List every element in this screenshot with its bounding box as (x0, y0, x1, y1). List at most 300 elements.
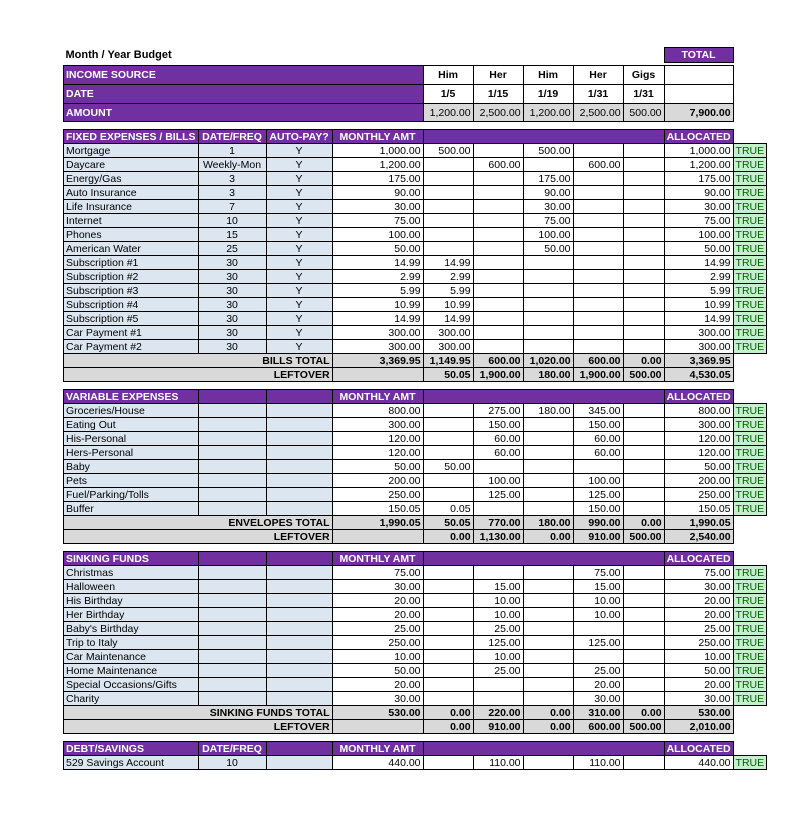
section-leftover-paycheck: 0.00 (523, 720, 573, 734)
expense-paycheck-amt: 600.00 (573, 158, 623, 172)
section-autopay-header (266, 552, 332, 566)
expense-autopay (266, 580, 332, 594)
expense-paycheck-amt (573, 622, 623, 636)
expense-paycheck-amt (473, 270, 523, 284)
gap-cell (64, 122, 767, 130)
expense-paycheck-amt: 125.00 (473, 488, 523, 502)
margin-cell (733, 48, 767, 63)
expense-paycheck-amt (473, 186, 523, 200)
section-datefreq-header (198, 390, 266, 404)
expense-paycheck-amt: 2.99 (423, 270, 473, 284)
expense-datefreq: 30 (198, 256, 266, 270)
expense-monthly-amt: 10.99 (332, 298, 423, 312)
expense-paycheck-amt (573, 650, 623, 664)
section-total-monthly: 1,990.05 (332, 516, 423, 530)
allocated-flag: TRUE (733, 474, 767, 488)
expense-paycheck-amt (473, 242, 523, 256)
expense-datefreq: Weekly-Mon (198, 158, 266, 172)
expense-paycheck-amt: 180.00 (523, 404, 573, 418)
expense-allocated-amt: 30.00 (664, 580, 733, 594)
expense-paycheck-amt (423, 158, 473, 172)
budget-grid-body (64, 48, 767, 770)
expense-autopay: Y (266, 242, 332, 256)
expense-name: Car Payment #1 (64, 326, 199, 340)
allocated-flag: TRUE (733, 284, 767, 298)
expense-paycheck-amt (623, 404, 664, 418)
expense-paycheck-amt (523, 580, 573, 594)
expense-name: Fuel/Parking/Tolls (64, 488, 199, 502)
expense-paycheck-amt (473, 566, 523, 580)
allocated-flag: TRUE (733, 446, 767, 460)
expense-paycheck-amt (523, 460, 573, 474)
expense-paycheck-amt (623, 158, 664, 172)
expense-monthly-amt: 30.00 (332, 692, 423, 706)
expense-datefreq: 1 (198, 144, 266, 158)
section-total-paycheck: 600.00 (573, 354, 623, 368)
expense-paycheck-amt: 150.00 (573, 502, 623, 516)
section-total-row (64, 706, 767, 720)
expense-paycheck-amt (523, 158, 573, 172)
expense-paycheck-amt (423, 474, 473, 488)
margin-cell (733, 552, 767, 566)
section-gap-row (64, 382, 767, 390)
expense-paycheck-amt (423, 214, 473, 228)
expense-datefreq (198, 446, 266, 460)
expense-paycheck-amt (423, 172, 473, 186)
expense-row (64, 418, 767, 432)
expense-paycheck-amt (473, 200, 523, 214)
expense-name: Subscription #3 (64, 284, 199, 298)
expense-datefreq (198, 580, 266, 594)
expense-paycheck-amt (523, 284, 573, 298)
expense-allocated-amt: 20.00 (664, 608, 733, 622)
expense-monthly-amt: 1,200.00 (332, 158, 423, 172)
expense-paycheck-amt (423, 678, 473, 692)
expense-paycheck-amt (623, 228, 664, 242)
expense-paycheck-amt (473, 228, 523, 242)
section-total-label: ENVELOPES TOTAL (64, 516, 333, 530)
expense-paycheck-amt (623, 678, 664, 692)
section-total-label: BILLS TOTAL (64, 354, 333, 368)
section-leftover-allocated: 2,540.00 (664, 530, 733, 544)
expense-datefreq (198, 650, 266, 664)
section-header-blank-cell (423, 742, 664, 756)
margin-cell (733, 130, 767, 144)
expense-paycheck-amt: 100.00 (573, 474, 623, 488)
expense-paycheck-amt (623, 242, 664, 256)
expense-datefreq: 3 (198, 172, 266, 186)
section-leftover-paycheck: 1,130.00 (473, 530, 523, 544)
expense-name: Subscription #1 (64, 256, 199, 270)
section-datefreq-header: DATE/FREQ (198, 130, 266, 144)
income-earner-header: Her (473, 66, 523, 85)
expense-row (64, 446, 767, 460)
expense-name: Baby's Birthday (64, 622, 199, 636)
expense-paycheck-amt (473, 214, 523, 228)
expense-row (64, 312, 767, 326)
expense-monthly-amt: 20.00 (332, 678, 423, 692)
income-total-blank-cell (664, 66, 733, 85)
gap-cell (64, 382, 767, 390)
allocated-flag: TRUE (733, 214, 767, 228)
income-date-value: 1/5 (423, 85, 473, 104)
section-total-allocated: 3,369.95 (664, 354, 733, 368)
section-allocated-header: ALLOCATED (664, 130, 733, 144)
allocated-flag: TRUE (733, 636, 767, 650)
expense-paycheck-amt: 345.00 (573, 404, 623, 418)
expense-paycheck-amt (573, 284, 623, 298)
expense-paycheck-amt: 25.00 (473, 664, 523, 678)
expense-paycheck-amt (623, 256, 664, 270)
expense-paycheck-amt: 500.00 (423, 144, 473, 158)
income-earner-header: Him (523, 66, 573, 85)
allocated-flag: TRUE (733, 460, 767, 474)
expense-monthly-amt: 175.00 (332, 172, 423, 186)
expense-paycheck-amt (423, 186, 473, 200)
expense-datefreq (198, 664, 266, 678)
expense-row (64, 474, 767, 488)
expense-paycheck-amt (523, 326, 573, 340)
section-header-blank-cell (423, 130, 664, 144)
expense-paycheck-amt: 15.00 (473, 580, 523, 594)
expense-paycheck-amt (623, 186, 664, 200)
expense-paycheck-amt (623, 432, 664, 446)
expense-allocated-amt: 25.00 (664, 622, 733, 636)
expense-monthly-amt: 440.00 (332, 756, 423, 770)
expense-row (64, 432, 767, 446)
margin-cell (733, 368, 767, 382)
income-date-row (64, 85, 767, 104)
expense-monthly-amt: 250.00 (332, 488, 423, 502)
income-amount-value: 2,500.00 (473, 104, 523, 122)
allocated-flag: TRUE (733, 594, 767, 608)
expense-name: Subscription #4 (64, 298, 199, 312)
expense-paycheck-amt (423, 404, 473, 418)
expense-paycheck-amt: 175.00 (523, 172, 573, 186)
expense-paycheck-amt (523, 636, 573, 650)
expense-name: Hers-Personal (64, 446, 199, 460)
expense-allocated-amt: 1,000.00 (664, 144, 733, 158)
expense-autopay (266, 446, 332, 460)
expense-paycheck-amt (523, 692, 573, 706)
section-leftover-paycheck: 910.00 (573, 530, 623, 544)
expense-row (64, 326, 767, 340)
expense-monthly-amt: 50.00 (332, 460, 423, 474)
expense-row (64, 678, 767, 692)
expense-datefreq: 10 (198, 214, 266, 228)
expense-row (64, 242, 767, 256)
section-leftover-monthly (332, 368, 423, 382)
expense-allocated-amt: 50.00 (664, 242, 733, 256)
expense-paycheck-amt: 125.00 (473, 636, 523, 650)
section-total-paycheck: 1,020.00 (523, 354, 573, 368)
expense-name: Life Insurance (64, 200, 199, 214)
gap-cell (64, 734, 767, 742)
expense-name: Halloween (64, 580, 199, 594)
expense-paycheck-amt (623, 474, 664, 488)
gap-cell (64, 544, 767, 552)
margin-cell (733, 354, 767, 368)
allocated-flag: TRUE (733, 158, 767, 172)
section-title: FIXED EXPENSES / BILLS (64, 130, 199, 144)
section-leftover-paycheck: 0.00 (523, 530, 573, 544)
expense-paycheck-amt: 10.99 (423, 298, 473, 312)
expense-monthly-amt: 100.00 (332, 228, 423, 242)
expense-paycheck-amt (523, 312, 573, 326)
expense-name: Subscription #2 (64, 270, 199, 284)
expense-allocated-amt: 150.05 (664, 502, 733, 516)
expense-name: Internet (64, 214, 199, 228)
expense-paycheck-amt: 14.99 (423, 312, 473, 326)
expense-name: Baby (64, 460, 199, 474)
expense-monthly-amt: 50.00 (332, 664, 423, 678)
expense-monthly-amt: 20.00 (332, 608, 423, 622)
expense-name: His Birthday (64, 594, 199, 608)
expense-datefreq: 30 (198, 270, 266, 284)
expense-paycheck-amt (573, 228, 623, 242)
allocated-flag: TRUE (733, 298, 767, 312)
expense-autopay (266, 650, 332, 664)
section-header-row (64, 130, 767, 144)
expense-paycheck-amt: 30.00 (573, 692, 623, 706)
section-total-paycheck: 990.00 (573, 516, 623, 530)
income-amount-row (64, 104, 767, 122)
total-header-cell: TOTAL (664, 48, 733, 63)
expense-row (64, 664, 767, 678)
allocated-flag: TRUE (733, 144, 767, 158)
expense-row (64, 340, 767, 354)
expense-paycheck-amt: 100.00 (473, 474, 523, 488)
allocated-flag: TRUE (733, 622, 767, 636)
expense-paycheck-amt (473, 340, 523, 354)
expense-paycheck-amt (423, 446, 473, 460)
expense-row (64, 622, 767, 636)
expense-autopay (266, 566, 332, 580)
expense-datefreq: 30 (198, 312, 266, 326)
expense-datefreq: 30 (198, 298, 266, 312)
expense-allocated-amt: 10.99 (664, 298, 733, 312)
expense-paycheck-amt: 150.00 (573, 418, 623, 432)
expense-allocated-amt: 14.99 (664, 256, 733, 270)
income-earner-header: Gigs (623, 66, 664, 85)
section-leftover-monthly (332, 530, 423, 544)
expense-paycheck-amt (623, 446, 664, 460)
section-total-paycheck: 770.00 (473, 516, 523, 530)
section-leftover-monthly (332, 720, 423, 734)
sheet-title: Month / Year Budget (65, 49, 172, 61)
allocated-flag: TRUE (733, 312, 767, 326)
expense-autopay (266, 594, 332, 608)
expense-datefreq (198, 636, 266, 650)
expense-monthly-amt: 30.00 (332, 200, 423, 214)
expense-paycheck-amt (623, 692, 664, 706)
expense-allocated-amt: 14.99 (664, 312, 733, 326)
expense-paycheck-amt (473, 284, 523, 298)
allocated-flag: TRUE (733, 270, 767, 284)
expense-paycheck-amt (623, 580, 664, 594)
expense-datefreq: 15 (198, 228, 266, 242)
expense-datefreq (198, 474, 266, 488)
expense-name: Car Maintenance (64, 650, 199, 664)
expense-paycheck-amt (573, 312, 623, 326)
expense-paycheck-amt (423, 756, 473, 770)
expense-name: Her Birthday (64, 608, 199, 622)
expense-paycheck-amt (573, 214, 623, 228)
expense-paycheck-amt (573, 298, 623, 312)
title-row (64, 48, 767, 63)
expense-monthly-amt: 120.00 (332, 432, 423, 446)
expense-paycheck-amt (623, 284, 664, 298)
expense-paycheck-amt (473, 326, 523, 340)
expense-paycheck-amt (573, 242, 623, 256)
expense-paycheck-amt (423, 200, 473, 214)
expense-paycheck-amt: 60.00 (473, 432, 523, 446)
expense-paycheck-amt (523, 474, 573, 488)
expense-autopay (266, 678, 332, 692)
expense-paycheck-amt: 90.00 (523, 186, 573, 200)
expense-paycheck-amt: 500.00 (523, 144, 573, 158)
expense-allocated-amt: 75.00 (664, 566, 733, 580)
section-monthlyamt-header: MONTHLY AMT (332, 130, 423, 144)
allocated-flag: TRUE (733, 256, 767, 270)
expense-name: His-Personal (64, 432, 199, 446)
expense-row (64, 502, 767, 516)
expense-paycheck-amt (523, 756, 573, 770)
expense-paycheck-amt: 75.00 (523, 214, 573, 228)
expense-paycheck-amt: 110.00 (573, 756, 623, 770)
expense-paycheck-amt (623, 298, 664, 312)
expense-row (64, 214, 767, 228)
allocated-flag: TRUE (733, 340, 767, 354)
section-total-row (64, 516, 767, 530)
section-monthlyamt-header: MONTHLY AMT (332, 390, 423, 404)
margin-cell (733, 66, 767, 85)
expense-datefreq (198, 608, 266, 622)
allocated-flag: TRUE (733, 488, 767, 502)
expense-monthly-amt: 250.00 (332, 636, 423, 650)
expense-allocated-amt: 20.00 (664, 594, 733, 608)
expense-paycheck-amt: 15.00 (573, 580, 623, 594)
expense-allocated-amt: 300.00 (664, 326, 733, 340)
expense-autopay (266, 474, 332, 488)
expense-paycheck-amt (573, 326, 623, 340)
section-datefreq-header: DATE/FREQ (198, 742, 266, 756)
expense-paycheck-amt: 60.00 (473, 446, 523, 460)
expense-paycheck-amt: 0.05 (423, 502, 473, 516)
section-monthlyamt-header: MONTHLY AMT (332, 552, 423, 566)
expense-paycheck-amt (623, 650, 664, 664)
expense-paycheck-amt: 50.00 (423, 460, 473, 474)
expense-monthly-amt: 30.00 (332, 580, 423, 594)
income-earner-header: Him (423, 66, 473, 85)
section-leftover-row (64, 530, 767, 544)
expense-paycheck-amt (473, 256, 523, 270)
expense-row (64, 200, 767, 214)
section-total-paycheck: 220.00 (473, 706, 523, 720)
expense-datefreq: 30 (198, 340, 266, 354)
expense-row (64, 692, 767, 706)
expense-allocated-amt: 120.00 (664, 432, 733, 446)
expense-autopay (266, 622, 332, 636)
expense-monthly-amt: 90.00 (332, 186, 423, 200)
expense-paycheck-amt (473, 298, 523, 312)
expense-autopay (266, 404, 332, 418)
expense-paycheck-amt (623, 340, 664, 354)
expense-paycheck-amt: 150.00 (473, 418, 523, 432)
section-total-paycheck: 0.00 (523, 706, 573, 720)
expense-allocated-amt: 250.00 (664, 488, 733, 502)
expense-paycheck-amt (623, 636, 664, 650)
section-total-row (64, 354, 767, 368)
expense-paycheck-amt (523, 488, 573, 502)
section-total-label: SINKING FUNDS TOTAL (64, 706, 333, 720)
section-total-paycheck: 310.00 (573, 706, 623, 720)
allocated-flag: TRUE (733, 200, 767, 214)
section-title: VARIABLE EXPENSES (64, 390, 199, 404)
expense-monthly-amt: 75.00 (332, 566, 423, 580)
expense-paycheck-amt (623, 312, 664, 326)
section-allocated-header: ALLOCATED (664, 390, 733, 404)
expense-autopay (266, 664, 332, 678)
expense-row (64, 460, 767, 474)
margin-cell (733, 706, 767, 720)
expense-row (64, 636, 767, 650)
expense-paycheck-amt (523, 432, 573, 446)
section-total-paycheck: 50.05 (423, 516, 473, 530)
expense-paycheck-amt (523, 678, 573, 692)
section-total-paycheck: 600.00 (473, 354, 523, 368)
expense-name: Energy/Gas (64, 172, 199, 186)
expense-monthly-amt: 20.00 (332, 594, 423, 608)
expense-paycheck-amt (523, 270, 573, 284)
expense-row (64, 608, 767, 622)
expense-allocated-amt: 100.00 (664, 228, 733, 242)
section-total-allocated: 1,990.05 (664, 516, 733, 530)
expense-row (64, 172, 767, 186)
expense-allocated-amt: 20.00 (664, 678, 733, 692)
expense-autopay: Y (266, 158, 332, 172)
section-monthlyamt-header: MONTHLY AMT (332, 742, 423, 756)
section-title: SINKING FUNDS (64, 552, 199, 566)
expense-autopay: Y (266, 326, 332, 340)
expense-monthly-amt: 25.00 (332, 622, 423, 636)
expense-paycheck-amt (573, 144, 623, 158)
income-source-row (64, 66, 767, 85)
section-gap-row (64, 544, 767, 552)
expense-paycheck-amt: 60.00 (573, 446, 623, 460)
expense-paycheck-amt (423, 566, 473, 580)
expense-monthly-amt: 50.00 (332, 242, 423, 256)
margin-cell (733, 516, 767, 530)
expense-allocated-amt: 50.00 (664, 664, 733, 678)
expense-allocated-amt: 5.99 (664, 284, 733, 298)
expense-datefreq (198, 678, 266, 692)
expense-paycheck-amt: 10.00 (573, 608, 623, 622)
section-leftover-label: LEFTOVER (64, 720, 333, 734)
expense-autopay: Y (266, 186, 332, 200)
section-leftover-allocated: 2,010.00 (664, 720, 733, 734)
expense-paycheck-amt (523, 256, 573, 270)
expense-autopay: Y (266, 298, 332, 312)
income-amount-value: 1,200.00 (523, 104, 573, 122)
expense-name: 529 Savings Account (64, 756, 199, 770)
expense-datefreq (198, 502, 266, 516)
expense-paycheck-amt (623, 488, 664, 502)
expense-allocated-amt: 440.00 (664, 756, 733, 770)
expense-paycheck-amt: 5.99 (423, 284, 473, 298)
expense-monthly-amt: 14.99 (332, 312, 423, 326)
expense-paycheck-amt (423, 608, 473, 622)
